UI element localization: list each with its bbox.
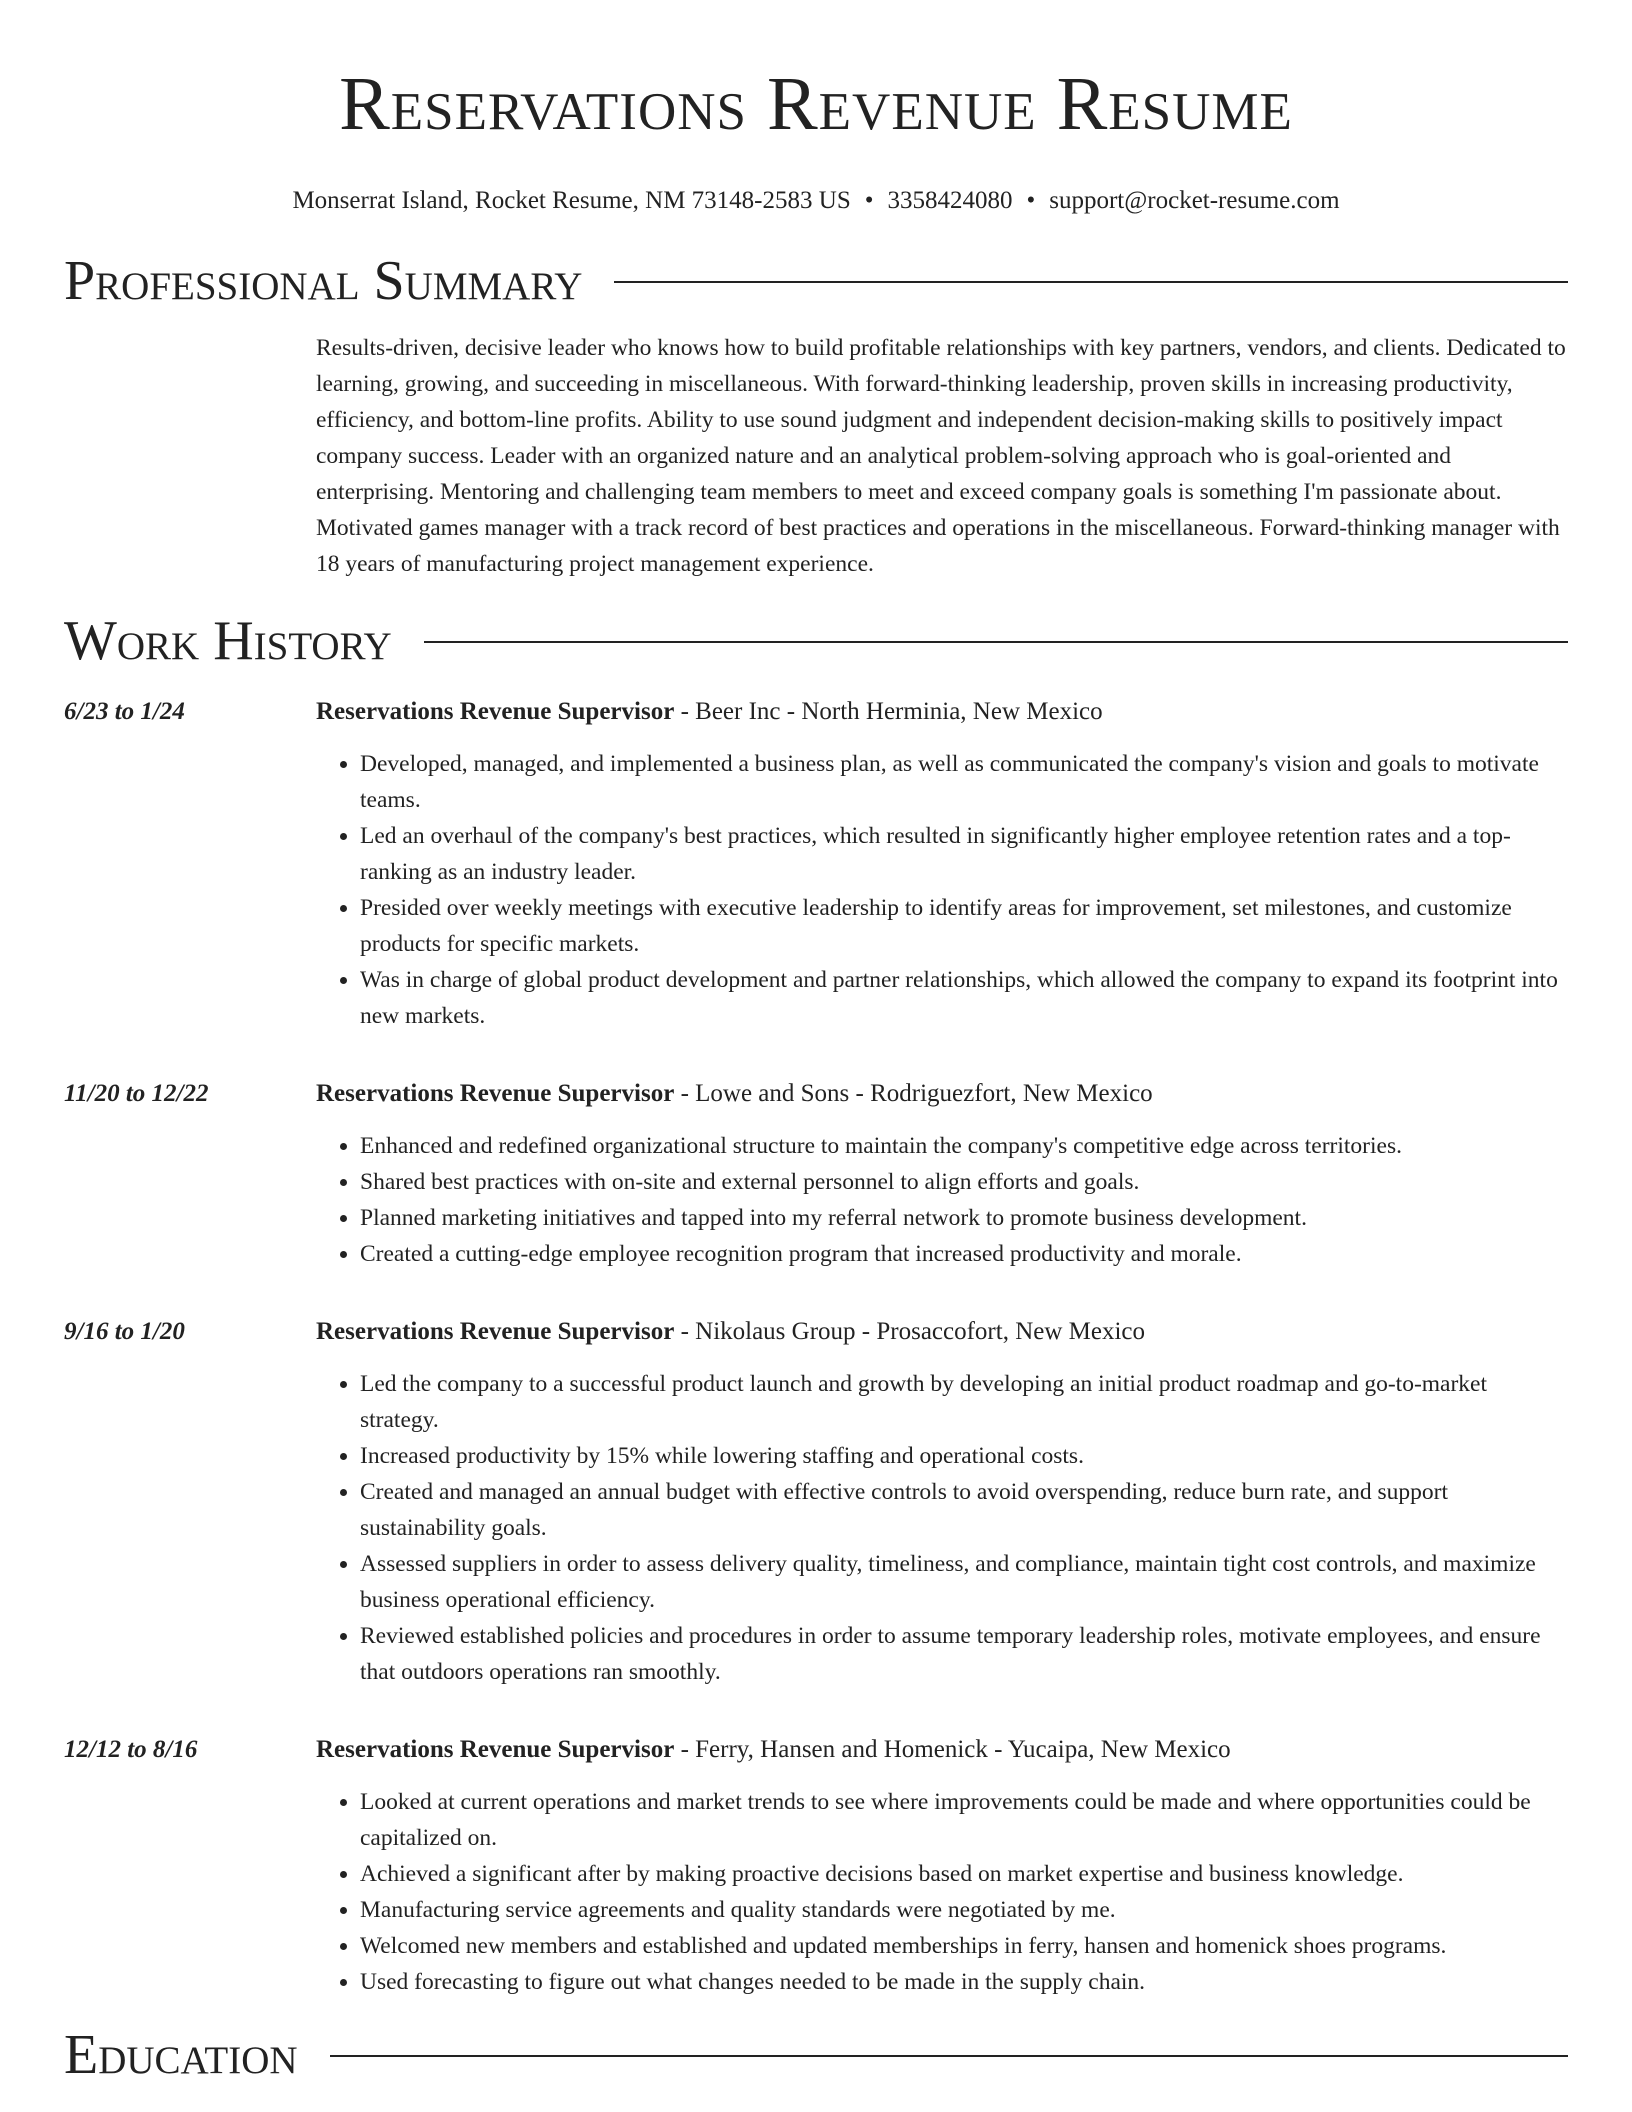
job-bullet: • Enhanced and redefined organizational structure to maintain the company's competitive edge across territories. xyxy=(360,1128,1568,1164)
job-body xyxy=(316,1732,1568,2000)
section-header-education xyxy=(64,2022,1568,2088)
job-body xyxy=(316,1314,1568,1690)
job-heading xyxy=(316,1076,1568,1112)
job-dates: 11/20 to 12/22 xyxy=(64,1080,209,1107)
job-bullet: • Looked at current operations and market trends to see where improvements could be made and where opportunities could be capitalized on. xyxy=(360,1784,1568,1856)
job-dates: 6/23 to 1/24 xyxy=(64,698,185,725)
job-bullet: • Planned marketing initiatives and tapped into my referral network to promote business development. xyxy=(360,1200,1568,1236)
contact-phone: 3358424080 xyxy=(887,187,1013,214)
section-title-work-history: Work History xyxy=(64,610,392,672)
section-divider xyxy=(614,281,1568,283)
job-heading xyxy=(316,694,1568,730)
job-bullet: • Welcomed new members and established and updated memberships in ferry, hansen and homenick shoes programs. xyxy=(360,1928,1568,1964)
job-bullet: • Developed, managed, and implemented a business plan, as well as communicated the company's vision and goals to motivate teams. xyxy=(360,746,1568,818)
job-entry xyxy=(64,1076,1568,1272)
job-company-location: - Nikolaus Group - Prosaccofort, New Mexico xyxy=(674,1318,1146,1345)
job-entry xyxy=(64,1732,1568,2000)
job-bullets xyxy=(316,1784,1568,2000)
job-company-location: - Lowe and Sons - Rodriguezfort, New Mexico xyxy=(674,1080,1153,1107)
job-bullet: • Reviewed established policies and procedures in order to assume temporary leadership roles, motivate employees, and ensure that outdoors operations ran smoothly. xyxy=(360,1618,1568,1690)
job-bullet: • Presided over weekly meetings with executive leadership to identify areas for improvement, set milestones, and customize products for specific markets. xyxy=(360,890,1568,962)
section-header-work-history xyxy=(64,608,1568,674)
job-body xyxy=(316,1076,1568,1272)
section-header-summary xyxy=(64,248,1568,314)
job-bullet: • Used forecasting to figure out what changes needed to be made in the supply chain. xyxy=(360,1964,1568,2000)
job-bullet: • Led the company to a successful product launch and growth by developing an initial product roadmap and go-to-market strategy. xyxy=(360,1366,1568,1438)
job-bullet: • Assessed suppliers in order to assess delivery quality, timeliness, and compliance, maintain tight cost controls, and maximize business operational efficiency. xyxy=(360,1546,1568,1618)
contact-email: support@rocket-resume.com xyxy=(1049,187,1340,214)
job-dates: 12/12 to 8/16 xyxy=(64,1736,198,1763)
job-bullets xyxy=(316,1128,1568,1272)
job-bullet: • Led an overhaul of the company's best practices, which resulted in significantly higher employee retention rates and a top-ranking as an industry leader. xyxy=(360,818,1568,890)
job-bullet: • Increased productivity by 15% while lowering staffing and operational costs. xyxy=(360,1438,1568,1474)
summary-paragraph: Results-driven, decisive leader who knows how to build profitable relationships with key partners, vendors, and clients. Dedicated to learning, growing, and succeeding in miscellaneous. With forward-thinking leadership, proven skills in increasing productivity, efficiency, and bottom-line profits. Ability to use sound judgment and independent decision-making skills to positively impact company success. Leader with an organized nature and an analytical problem-solving approach who is goal-oriented and enterprising. Mentoring and challenging team members to meet and exceed company goals is something I'm passionate about. Motivated games manager with a track record of best practices and operations in the miscellaneous. Forward-thinking manager with 18 years of manufacturing project management experience. xyxy=(316,335,1566,577)
contact-separator: • xyxy=(1026,187,1036,214)
resume-title: Reservations Revenue Resume xyxy=(339,62,1293,146)
job-bullets xyxy=(316,1366,1568,1690)
section-title-education: Education xyxy=(64,2024,298,2086)
job-entry xyxy=(64,1314,1568,1690)
section-title-summary: Professional Summary xyxy=(64,250,583,312)
contact-address: Monserrat Island, Rocket Resume, NM 73148-2583 US xyxy=(292,187,851,214)
job-bullet: • Was in charge of global product development and partner relationships, which allowed the company to expand its footprint into new markets. xyxy=(360,962,1568,1034)
section-divider xyxy=(424,641,1568,643)
job-heading xyxy=(316,1732,1568,1768)
job-dates: 9/16 to 1/20 xyxy=(64,1318,185,1345)
job-heading xyxy=(316,1314,1568,1350)
section-divider xyxy=(330,2055,1568,2057)
contact-separator: • xyxy=(864,187,874,214)
job-company-location: - Beer Inc - North Herminia, New Mexico xyxy=(674,698,1103,725)
job-role: Reservations Revenue Supervisor xyxy=(316,698,675,725)
job-role: Reservations Revenue Supervisor xyxy=(316,1318,675,1345)
job-bullets xyxy=(316,746,1568,1034)
job-role: Reservations Revenue Supervisor xyxy=(316,1080,675,1107)
job-bullet: • Shared best practices with on-site and external personnel to align efforts and goals. xyxy=(360,1164,1568,1200)
job-bullet: • Created and managed an annual budget with effective controls to avoid overspending, reduce burn rate, and support sustainability goals. xyxy=(360,1474,1568,1546)
job-entry xyxy=(64,694,1568,1034)
job-bullet: • Manufacturing service agreements and quality standards were negotiated by me. xyxy=(360,1892,1568,1928)
contact-line xyxy=(64,186,1568,216)
job-body xyxy=(316,694,1568,1034)
job-role: Reservations Revenue Supervisor xyxy=(316,1736,675,1763)
job-bullet: • Achieved a significant after by making proactive decisions based on market expertise and business knowledge. xyxy=(360,1856,1568,1892)
job-bullet: • Created a cutting-edge employee recognition program that increased productivity and morale. xyxy=(360,1236,1568,1272)
job-company-location: - Ferry, Hansen and Homenick - Yucaipa, New Mexico xyxy=(674,1736,1231,1763)
